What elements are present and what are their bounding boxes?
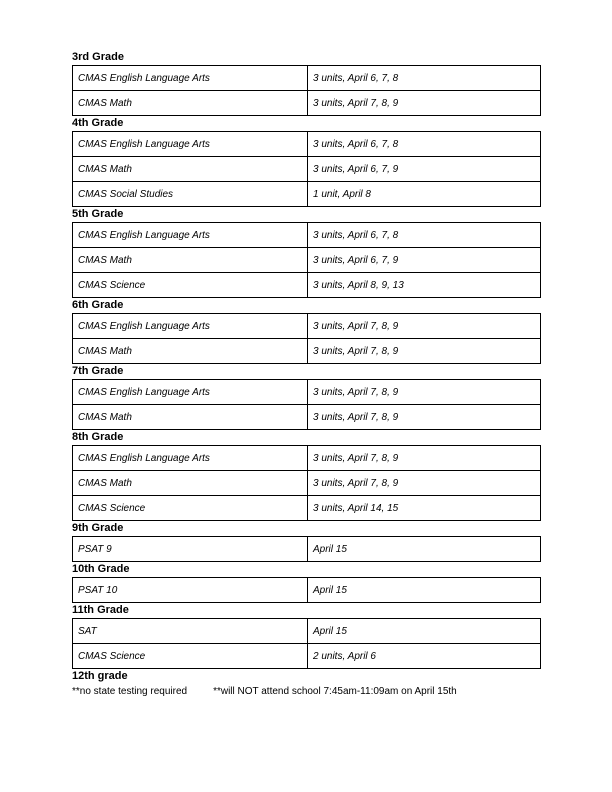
grade-heading: 3rd Grade xyxy=(72,51,124,63)
grade-12-notes xyxy=(72,686,541,697)
schedule-table xyxy=(72,379,541,430)
test-schedule-cell: 3 units, April 14, 15 xyxy=(308,496,541,521)
test-schedule-cell: April 15 xyxy=(308,537,541,562)
table-row xyxy=(73,91,541,116)
table-row xyxy=(73,339,541,364)
test-schedule-cell: 3 units, April 6, 7, 9 xyxy=(308,248,541,273)
test-name-cell: SAT xyxy=(73,619,308,644)
table-row xyxy=(73,132,541,157)
grade-sections xyxy=(72,50,541,669)
grade-heading: 5th Grade xyxy=(72,208,124,220)
grade-section xyxy=(72,430,541,521)
table-row xyxy=(73,248,541,273)
table-row xyxy=(73,471,541,496)
table-row xyxy=(73,405,541,430)
grade-12-section xyxy=(72,669,541,697)
schedule-table xyxy=(72,536,541,562)
test-schedule-cell: 3 units, April 7, 8, 9 xyxy=(308,405,541,430)
test-schedule-cell: 3 units, April 6, 7, 8 xyxy=(308,223,541,248)
grade-heading: 12th grade xyxy=(72,670,128,682)
table-row xyxy=(73,223,541,248)
table-row xyxy=(73,314,541,339)
table-row xyxy=(73,619,541,644)
test-name-cell: CMAS English Language Arts xyxy=(73,380,308,405)
grade-section xyxy=(72,521,541,562)
grade-heading: 7th Grade xyxy=(72,365,124,377)
test-name-cell: CMAS Science xyxy=(73,273,308,298)
grade-heading: 4th Grade xyxy=(72,117,124,129)
test-schedule-cell: 3 units, April 6, 7, 9 xyxy=(308,157,541,182)
test-schedule-cell: 2 units, April 6 xyxy=(308,644,541,669)
test-schedule-cell: 3 units, April 7, 8, 9 xyxy=(308,314,541,339)
test-name-cell: CMAS English Language Arts xyxy=(73,446,308,471)
schedule-table xyxy=(72,131,541,207)
grade-section xyxy=(72,50,541,116)
test-schedule-cell: 3 units, April 7, 8, 9 xyxy=(308,380,541,405)
grade-section xyxy=(72,116,541,207)
table-row xyxy=(73,496,541,521)
table-row xyxy=(73,537,541,562)
table-row xyxy=(73,578,541,603)
grade-section xyxy=(72,603,541,669)
test-schedule-cell: 3 units, April 7, 8, 9 xyxy=(308,471,541,496)
test-name-cell: CMAS Science xyxy=(73,496,308,521)
table-row xyxy=(73,182,541,207)
schedule-table xyxy=(72,618,541,669)
grade-heading: 6th Grade xyxy=(72,299,124,311)
test-name-cell: CMAS Math xyxy=(73,157,308,182)
test-name-cell: CMAS English Language Arts xyxy=(73,314,308,339)
grade-section xyxy=(72,562,541,603)
table-row xyxy=(73,157,541,182)
test-name-cell: CMAS English Language Arts xyxy=(73,66,308,91)
attendance-note: **will NOT attend school 7:45am-11:09am on April 15th xyxy=(213,686,457,697)
schedule-table xyxy=(72,445,541,521)
schedule-table xyxy=(72,313,541,364)
test-name-cell: CMAS English Language Arts xyxy=(73,223,308,248)
grade-heading: 9th Grade xyxy=(72,522,124,534)
table-row xyxy=(73,273,541,298)
test-name-cell: PSAT 10 xyxy=(73,578,308,603)
test-schedule-cell: 3 units, April 8, 9, 13 xyxy=(308,273,541,298)
schedule-table xyxy=(72,65,541,116)
grade-heading: 10th Grade xyxy=(72,563,130,575)
test-schedule-cell: 3 units, April 6, 7, 8 xyxy=(308,66,541,91)
test-schedule-cell: 3 units, April 7, 8, 9 xyxy=(308,339,541,364)
grade-section xyxy=(72,364,541,430)
test-schedule-cell: April 15 xyxy=(308,619,541,644)
test-schedule-cell: 1 unit, April 8 xyxy=(308,182,541,207)
test-name-cell: CMAS Math xyxy=(73,91,308,116)
table-row xyxy=(73,66,541,91)
test-name-cell: PSAT 9 xyxy=(73,537,308,562)
table-row xyxy=(73,644,541,669)
grade-heading: 11th Grade xyxy=(72,604,129,616)
test-name-cell: CMAS Math xyxy=(73,471,308,496)
test-name-cell: CMAS Science xyxy=(73,644,308,669)
no-testing-note: **no state testing required xyxy=(72,686,188,697)
grade-heading: 8th Grade xyxy=(72,431,124,443)
test-schedule-cell: April 15 xyxy=(308,578,541,603)
grade-section xyxy=(72,298,541,364)
schedule-table xyxy=(72,222,541,298)
test-name-cell: CMAS Math xyxy=(73,339,308,364)
test-name-cell: CMAS Social Studies xyxy=(73,182,308,207)
test-name-cell: CMAS English Language Arts xyxy=(73,132,308,157)
table-row xyxy=(73,446,541,471)
test-schedule-cell: 3 units, April 7, 8, 9 xyxy=(308,91,541,116)
test-schedule-cell: 3 units, April 7, 8, 9 xyxy=(308,446,541,471)
table-row xyxy=(73,380,541,405)
test-schedule-cell: 3 units, April 6, 7, 8 xyxy=(308,132,541,157)
test-name-cell: CMAS Math xyxy=(73,405,308,430)
testing-schedule-document xyxy=(72,50,541,697)
test-name-cell: CMAS Math xyxy=(73,248,308,273)
schedule-table xyxy=(72,577,541,603)
grade-section xyxy=(72,207,541,298)
